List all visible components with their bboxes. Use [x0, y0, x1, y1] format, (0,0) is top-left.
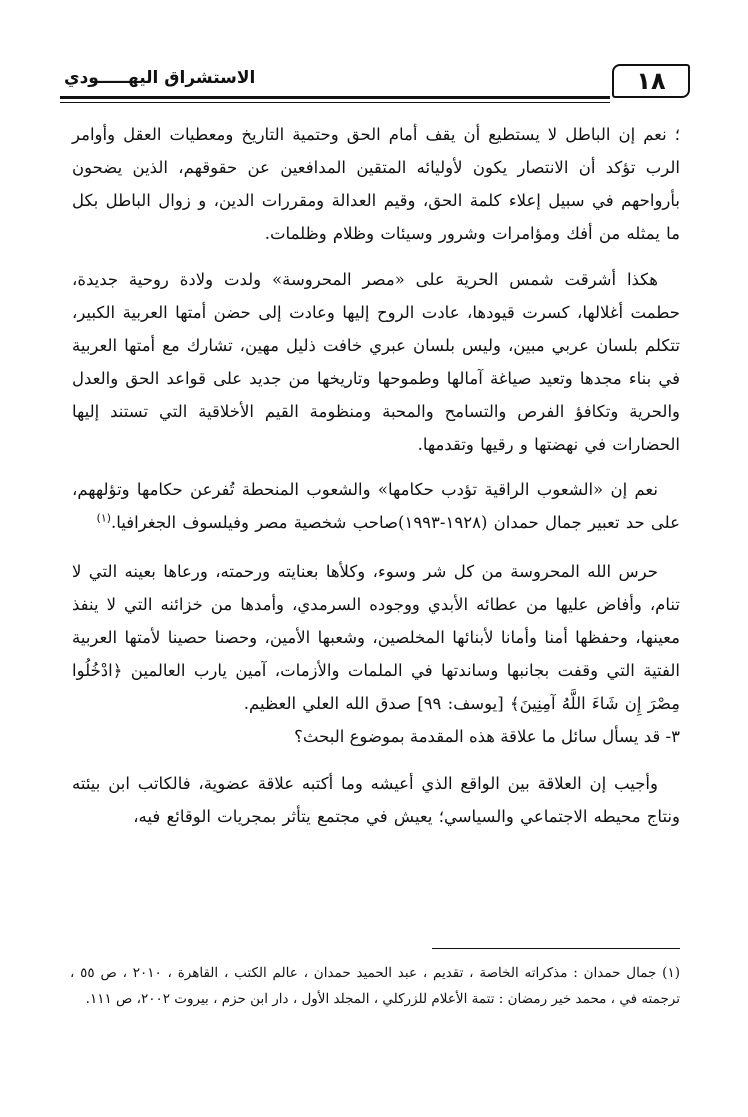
paragraph-1: ؛ نعم إن الباطل لا يستطيع أن يقف أمام الحق وحتمية التاريخ ومعطيات العقل وأوامر الرب تؤكد أن الانتصار يكون لأوليائه المتقين المدافعين عن حقوقهم، الذين يضحون بأرواحهم في سبيل إعلاء كلمة الحق، وقيم العدالة ومقررات الدين، و زوال الباطل بكل ما يمثله من أفك ومؤامرات وشرور وسيئات وظلام وظلمات.: [72, 125, 680, 243]
paragraph-3: [72, 473, 680, 539]
paragraph-5: وأجيب إن العلاقة بين الواقع الذي أعيشه وما أكتبه علاقة عضوية، فالكاتب ابن بيئته ونتاج محيطه الاجتماعي والسياسي؛ يعيش في مجتمع يتأثر بمجريات الوقائع فيه،: [72, 774, 680, 826]
header-rule: [60, 96, 610, 99]
paragraph-3-text: نعم إن «الشعوب الراقية تؤدب حكامها» والشعوب المنحطة تُفرعن حكامها وتؤلههم، على حد تعبير جمال حمدان (١٩٢٨-١٩٩٣)صاحب شخصية مصر وفيلسوف الجغرافيا.: [72, 480, 680, 532]
page-body: [72, 118, 680, 833]
paragraph-2: هكذا أشرقت شمس الحرية على «مصر المحروسة» ولدت ولادة روحية جديدة، حطمت أغلالها، كسرت قيودها، عادت الروح إليها وعادت إلى حضن أمتها العربية الكبير، تتكلم بلسان عربي مبين، وليس بلسان عبري خافت ذليل مهين، تشارك مع أمتها العربية في بناء مجدها وتعيد صياغة آمالها وطموحها وتاريخها من جديد على قواعد الحق والعدل والحرية وتكافؤ الفرص والتسامح والمحبة ومنظومة القيم الأخلاقية التي تستند إليها الحضارات في نهضتها و رقيها وتقدمها.: [72, 270, 680, 454]
footnote-reference: (١): [96, 511, 112, 525]
paragraph-4: حرس الله المحروسة من كل شر وسوء، وكلأها بعنايته ورحمته، ورعاها بعينه التي لا تنام، وأفاض عليها من عطائه الأبدي ووجوده السرمدي، وأمدها من خزائنه التي لا ينفذ معينها، وحفظها أمنا وأمانا لأبنائها المخلصين، وشعبها الأمين، وحصنا حصينا لأمتها العربية الفتية التي وقفت بجانبها وساندتها في الملمات والأزمات، آمين يارب العالمين ﴿ادْخُلُوا مِصْرَ إِن شَاءَ اللَّهُ آمِنِينَ﴾ [يوسف: ٩٩] صدق الله العلي العظيم.: [72, 562, 680, 713]
page-number: ١٨: [612, 64, 690, 98]
running-title: الاستشراق اليهـــــودي: [64, 68, 256, 88]
footnote-1: (١) جمال حمدان : مذكراته الخاصة ، تقديم ، عبد الحميد حمدان ، عالم الكتب ، القاهرة ، ٢٠١٠ ، ص ٥٥ ، ترجمته في ، محمد خير رمضان : تتمة الأعلام للزركلي ، المجلد الأول ، دار ابن حزم ، بيروت ٢٠٠٢، ص ١١١.: [70, 965, 680, 1007]
footnote-separator: [432, 948, 680, 949]
section-question: ٣- قد يسأل سائل ما علاقة هذه المقدمة بموضوع البحث؟: [294, 727, 680, 746]
header-rule-thin: [60, 102, 610, 103]
page-header: [60, 62, 690, 106]
